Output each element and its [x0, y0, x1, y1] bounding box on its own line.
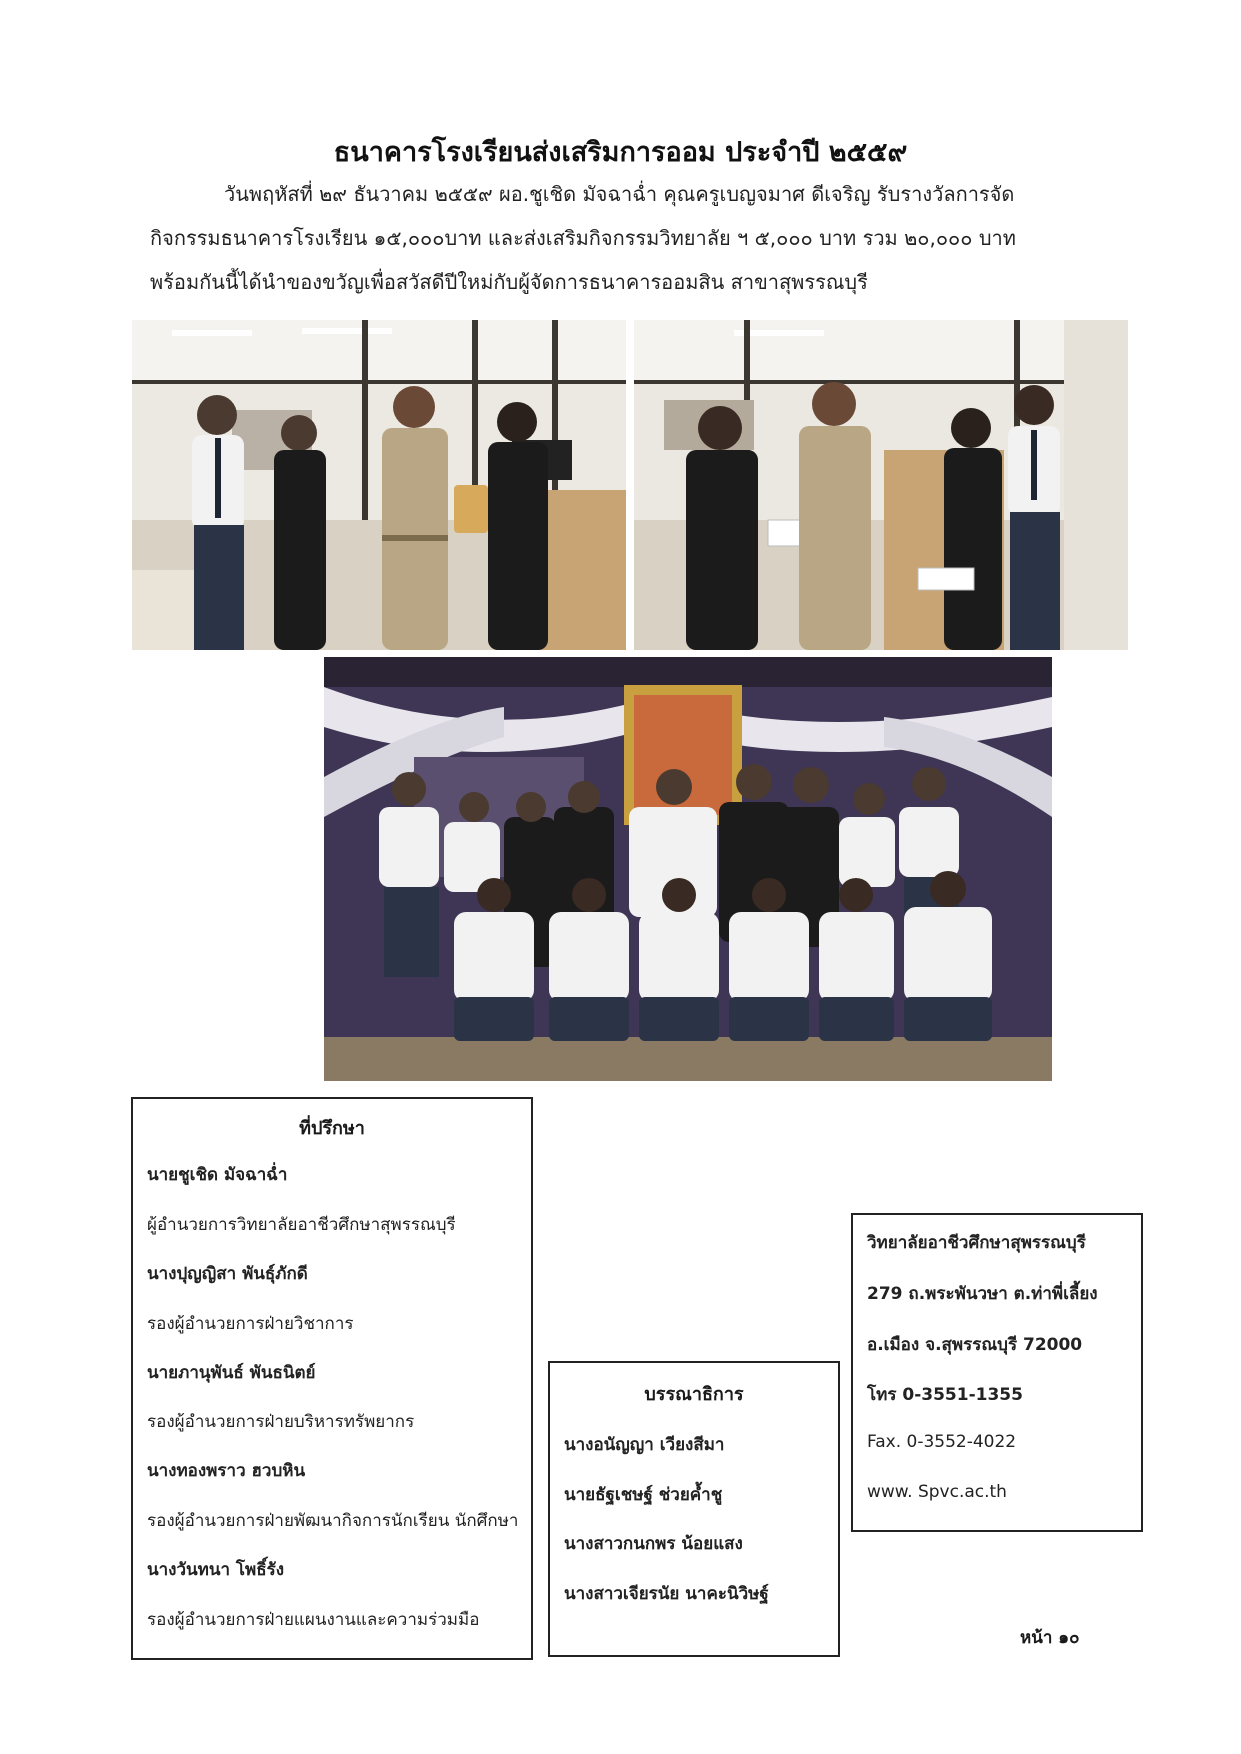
advisors-box	[131, 1097, 533, 1660]
editor-name: นางสาวกนกพร น้อยแสง	[564, 1534, 743, 1554]
contact-address: อ.เมือง จ.สุพรรณบุรี 72000	[867, 1335, 1083, 1355]
photo-group-ceremony	[324, 657, 1052, 1081]
advisors-heading: ที่ปรึกษา	[299, 1118, 365, 1139]
advisor-name: นางปุญญิสา พันธุ์ภักดี	[147, 1264, 308, 1284]
editor-name: นางสาวเจียรนัย นาคะนิวิษฐ์	[564, 1584, 769, 1604]
editor-name: นายธัฐเชษฐ์ ช่วยค้ำชู	[564, 1485, 723, 1505]
advisor-role: ผู้อำนวยการวิทยาลัยอาชีวศึกษาสุพรรณบุรี	[147, 1215, 456, 1235]
page-title: ธนาคารโรงเรียนส่งเสริมการออม ประจำปี ๒๕๕๙	[333, 137, 908, 168]
editors-box	[548, 1361, 840, 1657]
advisor-role: รองผู้อำนวยการฝ่ายแผนงานและความร่วมมือ	[147, 1610, 480, 1630]
photo-gift-handover	[132, 320, 626, 650]
advisor-role: รองผู้อำนวยการฝ่ายบริหารทรัพยากร	[147, 1412, 415, 1432]
advisor-name: นางวันทนา โพธิ์รัง	[147, 1560, 285, 1580]
editors-heading: บรรณาธิการ	[644, 1384, 744, 1405]
article-paragraph	[150, 172, 1100, 304]
editor-name: นางอนัญญา เวียงสีมา	[564, 1435, 725, 1455]
advisor-name: นายภานุพันธ์ พันธนิตย์	[147, 1363, 316, 1383]
page-number: หน้า ๑๐	[1020, 1628, 1080, 1648]
advisor-name: นางทองพราว ฮวบหิน	[147, 1461, 306, 1481]
paragraph-line: กิจกรรมธนาคารโรงเรียน ๑๕,๐๐๐บาท และส่งเสริมกิจกรรมวิทยาลัย ฯ ๕,๐๐๐ บาท รวม ๒๐,๐๐๐ บาท	[150, 226, 1016, 250]
photo-award-envelope	[634, 320, 1128, 650]
contact-website: www. Spvc.ac.th	[867, 1482, 1007, 1502]
contact-address: 279 ถ.พระพันวษา ต.ท่าพี่เลี้ยง	[867, 1284, 1098, 1304]
advisor-role: รองผู้อำนวยการฝ่ายพัฒนากิจการนักเรียน นักศึกษา	[147, 1511, 519, 1531]
contact-phone: โทร 0-3551-1355	[867, 1385, 1023, 1405]
contact-box	[851, 1213, 1143, 1532]
advisor-role: รองผู้อำนวยการฝ่ายวิชาการ	[147, 1314, 354, 1334]
advisor-name: นายชูเชิด มัจฉาฉ่ำ	[147, 1165, 288, 1185]
paragraph-line: วันพฤหัสที่ ๒๙ ธันวาคม ๒๕๕๙ ผอ.ชูเชิด มัจฉาฉ่ำ คุณครูเบญจมาศ ดีเจริญ รับรางวัลการจัด	[224, 182, 1015, 206]
contact-college-name: วิทยาลัยอาชีวศึกษาสุพรรณบุรี	[867, 1233, 1086, 1253]
paragraph-line: พร้อมกันนี้ได้นำของขวัญเพื่อสวัสดีปีใหม่กับผู้จัดการธนาคารออมสิน สาขาสุพรรณบุรี	[150, 270, 868, 294]
contact-fax: Fax. 0-3552-4022	[867, 1432, 1017, 1452]
